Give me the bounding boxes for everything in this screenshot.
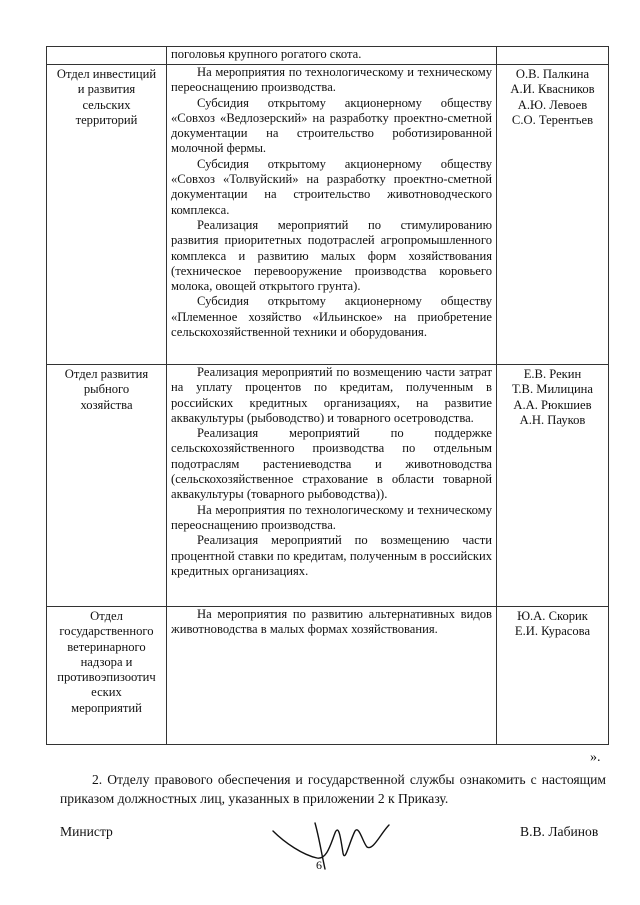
responsible-person: Ю.А. Скорик xyxy=(517,609,588,623)
measure-paragraph: Реализация мероприятий по стимулированию развития приоритетных подотраслей агропромышленного комплекса и развитию малых форм хозяйствования (техническое перевооружение производства коровьего молока, овощей открытого грунта). xyxy=(171,217,492,294)
table-row xyxy=(47,365,609,607)
measure-paragraph: На мероприятия по технологическому и техническому переоснащению производства. xyxy=(171,65,492,95)
department-line: Отдел инвестиций xyxy=(56,67,157,81)
minister-label: Министр xyxy=(60,824,113,839)
closing-quote: ». xyxy=(590,750,601,765)
handwritten-signature xyxy=(255,803,405,878)
measure-paragraph: На мероприятия по технологическому и техническому переоснащению производства. xyxy=(171,502,492,532)
table-row xyxy=(47,65,609,365)
responsible-person: Т.В. Милицина xyxy=(511,382,594,397)
measure-paragraph: Субсидия открытому акционерному обществу «Племенное хозяйство «Ильинское» на приобретение сельскохозяйственной техники и оборудования. xyxy=(171,294,492,340)
paragraph-2: 2. Отделу правового обеспечения и государственной службы ознакомить с настоящим приказом должностных лиц, указанных в приложении 2 к Приказу. xyxy=(60,772,606,806)
responsible-cell xyxy=(497,607,609,745)
measure-paragraph: Реализация мероприятий по поддержке сельскохозяйственного производства по отдельным подотраслям растениеводства и животноводства (сельскохозяйственное страхование в области товарной аквакультуры (товарного рыбоводства)). xyxy=(171,426,492,502)
responsible-person: Е.И. Курасова xyxy=(514,624,591,639)
department-line: сельских xyxy=(82,97,131,112)
department-line: территорий xyxy=(75,112,138,127)
table-row xyxy=(47,607,609,745)
measures-cell xyxy=(167,65,497,365)
department-line: и развития xyxy=(77,82,136,97)
department-line: Отдел развития xyxy=(64,367,149,381)
table-cell-empty xyxy=(497,47,609,65)
department-cell xyxy=(47,365,167,607)
department-line: надзора и xyxy=(80,654,133,669)
measure-paragraph: На мероприятия по развитию альтернативных видов животноводства в малых формах хозяйствования. xyxy=(171,607,492,637)
responsible-person: Е.В. Рекин xyxy=(523,367,582,381)
department-line: хозяйства xyxy=(80,397,133,412)
measure-paragraph: Реализация мероприятий по возмещению части процентной ставки по кредитам, полученным в российских кредитных организациях. xyxy=(171,533,492,578)
department-cell xyxy=(47,65,167,365)
responsible-cell xyxy=(497,365,609,607)
department-cell xyxy=(47,607,167,745)
measure-paragraph: Субсидия открытому акционерному обществу «Совхоз «Толвуйский» на разработку проектно-сметной документации на строительство животноводческого комплекса. xyxy=(171,156,492,217)
table-row xyxy=(47,47,609,65)
top-row-text: поголовья крупного рогатого скота. xyxy=(167,47,497,65)
responsible-cell xyxy=(497,65,609,365)
department-line: мероприятий xyxy=(71,700,142,715)
department-line: еских xyxy=(91,685,122,700)
department-line: рыбного xyxy=(83,382,130,397)
responsible-person: А.А. Рюкшиев xyxy=(513,397,592,412)
measures-cell xyxy=(167,365,497,607)
department-line: противоэпизоотич xyxy=(57,670,156,685)
responsible-person: О.В. Палкина xyxy=(515,67,590,81)
responsible-person: А.Н. Пауков xyxy=(519,412,586,427)
department-line: государственного xyxy=(59,624,154,639)
measures-cell xyxy=(167,607,497,745)
responsibility-table xyxy=(46,46,609,745)
responsible-person: А.Ю. Левоев xyxy=(517,97,588,112)
responsible-person: А.И. Квасников xyxy=(510,82,595,97)
measure-paragraph: Реализация мероприятий по возмещению части затрат на уплату процентов по кредитам, полученным в российских кредитных организациях, на развитие аквакультуры (рыбоводство) и товарного осетроводства. xyxy=(171,365,492,425)
page-number: 6 xyxy=(316,858,322,872)
responsible-person: С.О. Терентьев xyxy=(511,112,594,127)
signer-name: В.В. Лабинов xyxy=(520,824,599,839)
department-line: Отдел xyxy=(90,609,123,623)
department-line: ветеринарного xyxy=(67,639,146,654)
measure-paragraph: Субсидия открытому акционерному обществу «Совхоз «Ведлозерский» на разработку проектно-сметной документации на строительство роботизированной молочной фермы. xyxy=(171,95,492,156)
table-cell-empty xyxy=(47,47,167,65)
